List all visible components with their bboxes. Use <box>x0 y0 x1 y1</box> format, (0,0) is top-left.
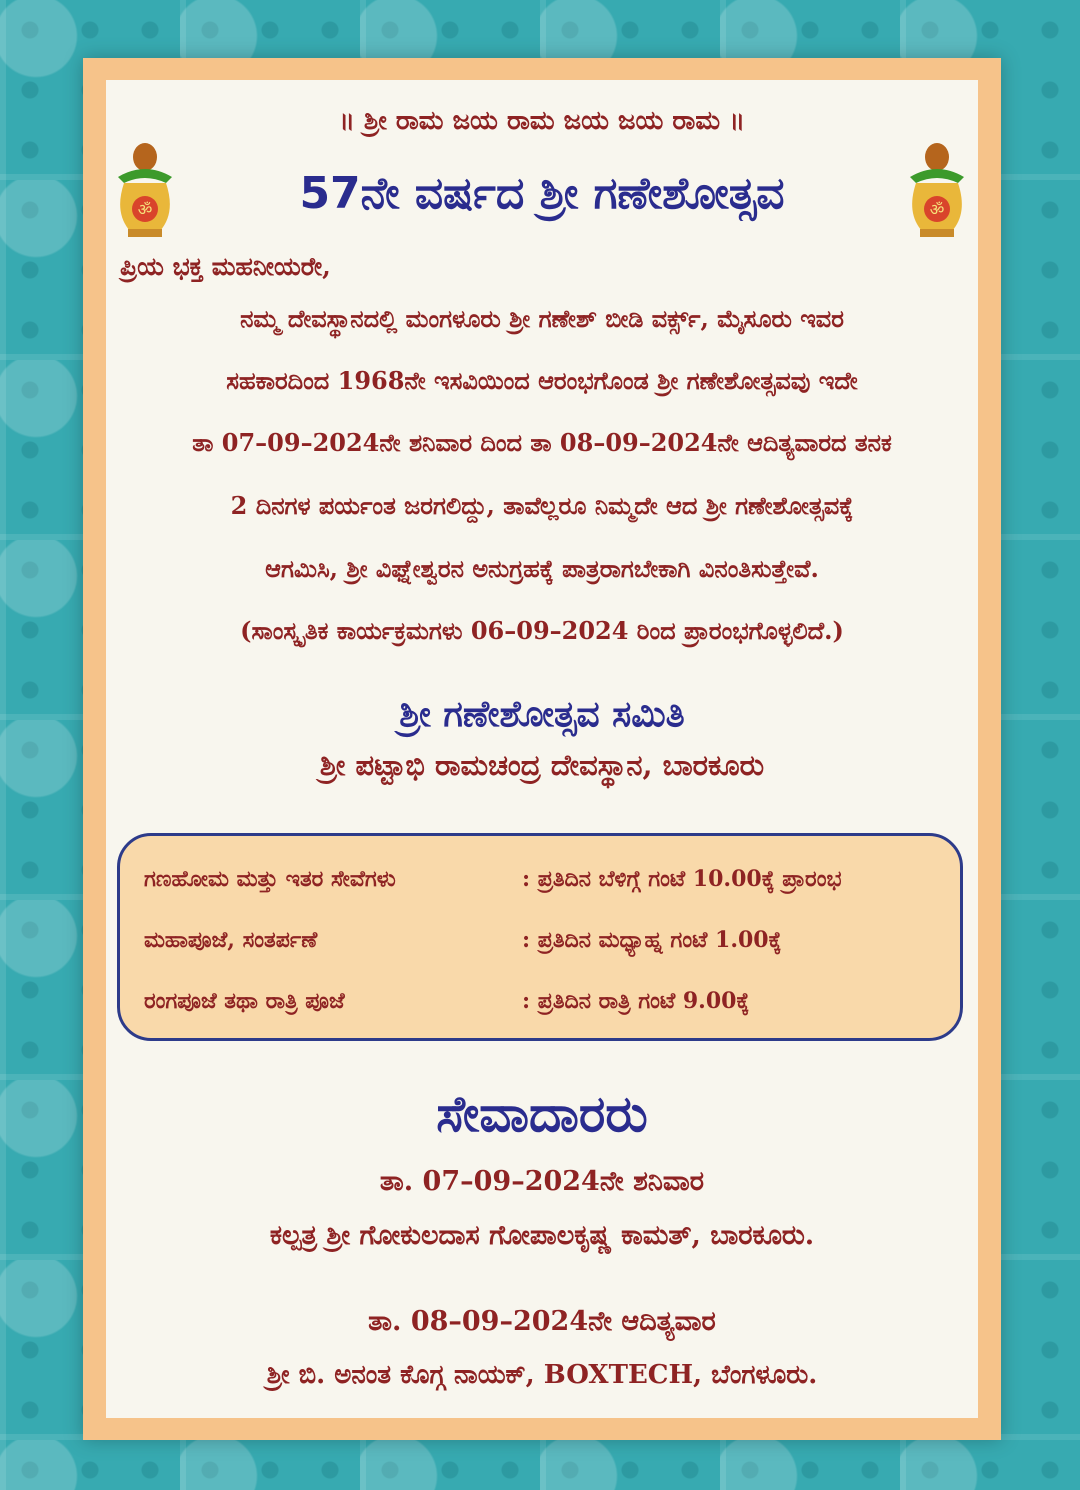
schedule-time: : ಪ್ರತಿದಿನ ರಾತ್ರಿ ಗಂಟೆ 9.00ಕ್ಕೆ <box>522 988 750 1014</box>
schedule-label: ರಂಗಪೂಜೆ ತಥಾ ರಾತ್ರಿ ಪೂಜೆ <box>144 988 345 1014</box>
cultural-programs-note: (ಸಾಂಸ್ಕೃತಿಕ ಕಾರ್ಯಕ್ರಮಗಳು 06–09–2024 ರಿಂದ ಪ್ರಾರಂಭಗೊಳ್ಳಲಿದೆ.) <box>240 616 844 645</box>
schedule-label: ಗಣಹೋಮ ಮತ್ತು ಇತರ ಸೇವೆಗಳು <box>144 866 396 892</box>
svg-text:ॐ: ॐ <box>929 200 945 219</box>
svg-text:ॐ: ॐ <box>137 200 153 219</box>
committee-name: ಶ್ರೀ ಗಣೇಶೋತ್ಸವ ಸಮಿತಿ <box>399 694 685 735</box>
schedule-time: : ಪ್ರತಿದಿನ ಮಧ್ಯಾಹ್ನ ಗಂಟೆ 1.00ಕ್ಕೆ <box>522 927 782 953</box>
invitation-line: ನಮ್ಮ ದೇವಸ್ಥಾನದಲ್ಲಿ ಮಂಗಳೂರು ಶ್ರೀ ಗಣೇಶ್ ಬೀಡಿ ವರ್ಕ್ಸ್, ಮೈಸೂರು ಇವರ <box>240 304 844 333</box>
temple-name: ಶ್ರೀ ಪಟ್ಟಾಭಿ ರಾಮಚಂದ್ರ ದೇವಸ್ಥಾನ, ಬಾರಕೂರು <box>319 748 765 782</box>
sevadar-name: ಕಲ್ಪತ್ರ ಶ್ರೀ ಗೋಕುಲದಾಸ ಗೋಪಾಲಕೃಷ್ಣ ಕಾಮತ್, ಬಾರಕೂರು. <box>269 1220 815 1251</box>
schedule-time: : ಪ್ರತಿದಿನ ಬೆಳಿಗ್ಗೆ ಗಂಟೆ 10.00ಕ್ಕೆ ಪ್ರಾರಂಭ <box>522 866 842 892</box>
invitation-line: ಸಹಕಾರದಿಂದ 1968ನೇ ಇಸವಿಯಿಂದ ಆರಂಭಗೊಂಡ ಶ್ರೀ ಗಣೇಶೋತ್ಸವವು ಇದೇ <box>226 366 858 395</box>
invitation-line: ಆಗಮಿಸಿ, ಶ್ರೀ ವಿಘ್ನೇಶ್ವರನ ಅನುಗ್ರಹಕ್ಕೆ ಪಾತ್ರರಾಗಬೇಕಾಗಿ ವಿನಂತಿಸುತ್ತೇವೆ. <box>265 554 819 583</box>
sevadar-heading: ಸೇವಾದಾರರು <box>436 1085 648 1143</box>
invitation-line: 2 ದಿನಗಳ ಪರ್ಯಂತ ಜರಗಲಿದ್ದು, ತಾವೆಲ್ಲರೂ ನಿಮ್ಮದೇ ಆದ ಶ್ರೀ ಗಣೇಶೋತ್ಸವಕ್ಕೆ <box>230 491 854 520</box>
invitation-line: ತಾ 07–09–2024ನೇ ಶನಿವಾರ ದಿಂದ ತಾ 08–09–2024ನೇ ಆದಿತ್ಯವಾರದ ತನಕ <box>192 428 892 457</box>
sevadar-date: ತಾ. 08–09–2024ನೇ ಆದಿತ್ಯವಾರ <box>368 1306 716 1337</box>
greeting: ಪ್ರಿಯ ಭಕ್ತ ಮಹನೀಯರೇ, <box>120 252 331 281</box>
schedule-label: ಮಹಾಪೂಜೆ, ಸಂತರ್ಪಣೆ <box>144 927 318 953</box>
schedule-box <box>117 833 963 1041</box>
mantra-header: ॥ ಶ್ರೀ ರಾಮ ಜಯ ರಾಮ ಜಯ ಜಯ ರಾಮ ॥ <box>339 106 745 136</box>
page-title: 57ನೇ ವರ್ಷದ ಶ್ರೀ ಗಣೇಶೋತ್ಸವ <box>299 168 785 219</box>
sevadar-date: ತಾ. 07–09–2024ನೇ ಶನಿವಾರ <box>379 1166 705 1197</box>
sevadar-name: ಶ್ರೀ ಬಿ. ಅನಂತ ಕೊಗ್ಗ ನಾಯಕ್, BOXTECH, ಬೆಂಗಳೂರು. <box>266 1360 818 1390</box>
